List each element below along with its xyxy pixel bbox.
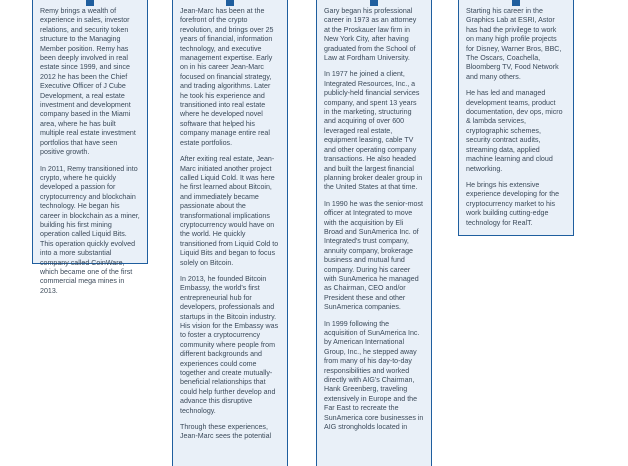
bio-paragraph: Gary began his professional career in 1973 as an attorney at the Proskauer law firm in New York City, after having graduated from the School of Law at Fordham University. xyxy=(324,7,417,63)
card-tab-marker xyxy=(370,0,378,6)
card-tab-marker xyxy=(226,0,234,6)
bio-paragraph: In 1990 he was the senior-most officer at Integrated to move with the acquisition by Eli Broad and SunAmerica Inc. of Integrated's trust company, annuity company, brokerage business and mutual fund company. During his career with SunAmerica he managed as Chairman, CEO and/or President these and other SunAmerica companies. xyxy=(324,199,423,312)
bio-paragraph: Remy brings a wealth of experience in sales, investor relations, and security token structure to the Managing Member position. Remy has been deeply involved in real estate since 1999, and since 2012 he has been the Chief Executive Officer of J Cube Development, a real estate investment and development company based in the Miami area, where he has built multiple real estate investment portfolios that have seen positive growth. xyxy=(40,7,136,157)
bio-paragraph: Through these experiences, Jean-Marc sees the potential xyxy=(180,423,272,441)
bio-card-astor xyxy=(458,0,574,236)
bio-paragraph: In 2013, he founded Bitcoin Embassy, the world's first entrepreneurial hub for developers, professionals and startups in the Bitcoin industry. His vision for the Embassy was to foster a cryptocurrency community where people from different backgrounds and experiences could come together and create mutually-beneficial relationships that could help further develop and advance this disruptive technology. xyxy=(180,274,279,415)
bio-paragraph: After exiting real estate, Jean-Marc initiated another project called Liquid Cold. It was here he first learned about Bitcoin, and immediately became passionate about the transformational implications cryptocurrency would have on the world. He quickly transitioned from Liquid Cold to Liquid Bits and began to focus solely on Bitcoin. xyxy=(180,155,279,267)
bio-paragraph: He brings his extensive experience developing for the cryptocurrency market to his work building cutting-edge technology for RealT. xyxy=(466,180,560,227)
bio-paragraph: In 1999 following the acquisition of SunAmerica Inc. by American International Group, Inc., he stepped away from many of his day-to-day responsibilities and worked directly with AIG's Chairman, Hank Greenberg, traveling extensively in Europe and the Far East to recreate the SunAmerica core businesses in AIG strongholds located in xyxy=(324,319,424,432)
bio-paragraph: In 1977 he joined a client, Integrated Resources, Inc., a publicly-held financial services company, and spent 13 years in the marketing, structuring and acquiring of over 600 leveraged real estate, equipment leasing, cable TV and other operating company transactions. He also headed and built the largest financial planning broker dealer group in the United States at that time. xyxy=(324,70,423,192)
bio-card-remy xyxy=(32,0,148,295)
bio-paragraph: In 2011, Remy transitioned into crypto, where he quickly developed a passion for cryptocurrency and blockchain technology. He began his career in blockchain as a miner, building his first mining operation called Liquid Bits. This operation quickly evolved into a more substantial company called CoinWare, which became one of the first commercial mega mines in 2013. xyxy=(40,164,140,295)
bio-card-jean-marc xyxy=(172,0,288,466)
bio-paragraph: He has led and managed development teams, product documentation, dev ops, micro & lambda services, cryptographic schemes, security contract audits, streaming data, applied machine learning and cloud networking. xyxy=(466,89,563,173)
card-tab-marker xyxy=(512,0,520,6)
bio-paragraph: Jean-Marc has been at the forefront of the crypto revolution, and brings over 25 years of financial, information technology, and executive management expertise. Early on in his career Jean-Marc focused on financial strategy, and trading algorithms. Later he took his experience and transitioned into real estate where he developed novel software that helped his company manage entire real estate portfolios. xyxy=(180,7,274,147)
bio-card-gary xyxy=(316,0,432,466)
bio-paragraph: Starting his career in the Graphics Lab at ESRI, Astor has had the privilege to work on many high profile projects for Disney, Warner Bros, BBC, The Oscars, Coachella, Bloomberg TV, Food Network and many others. xyxy=(466,7,562,81)
card-tab-marker xyxy=(86,0,94,6)
